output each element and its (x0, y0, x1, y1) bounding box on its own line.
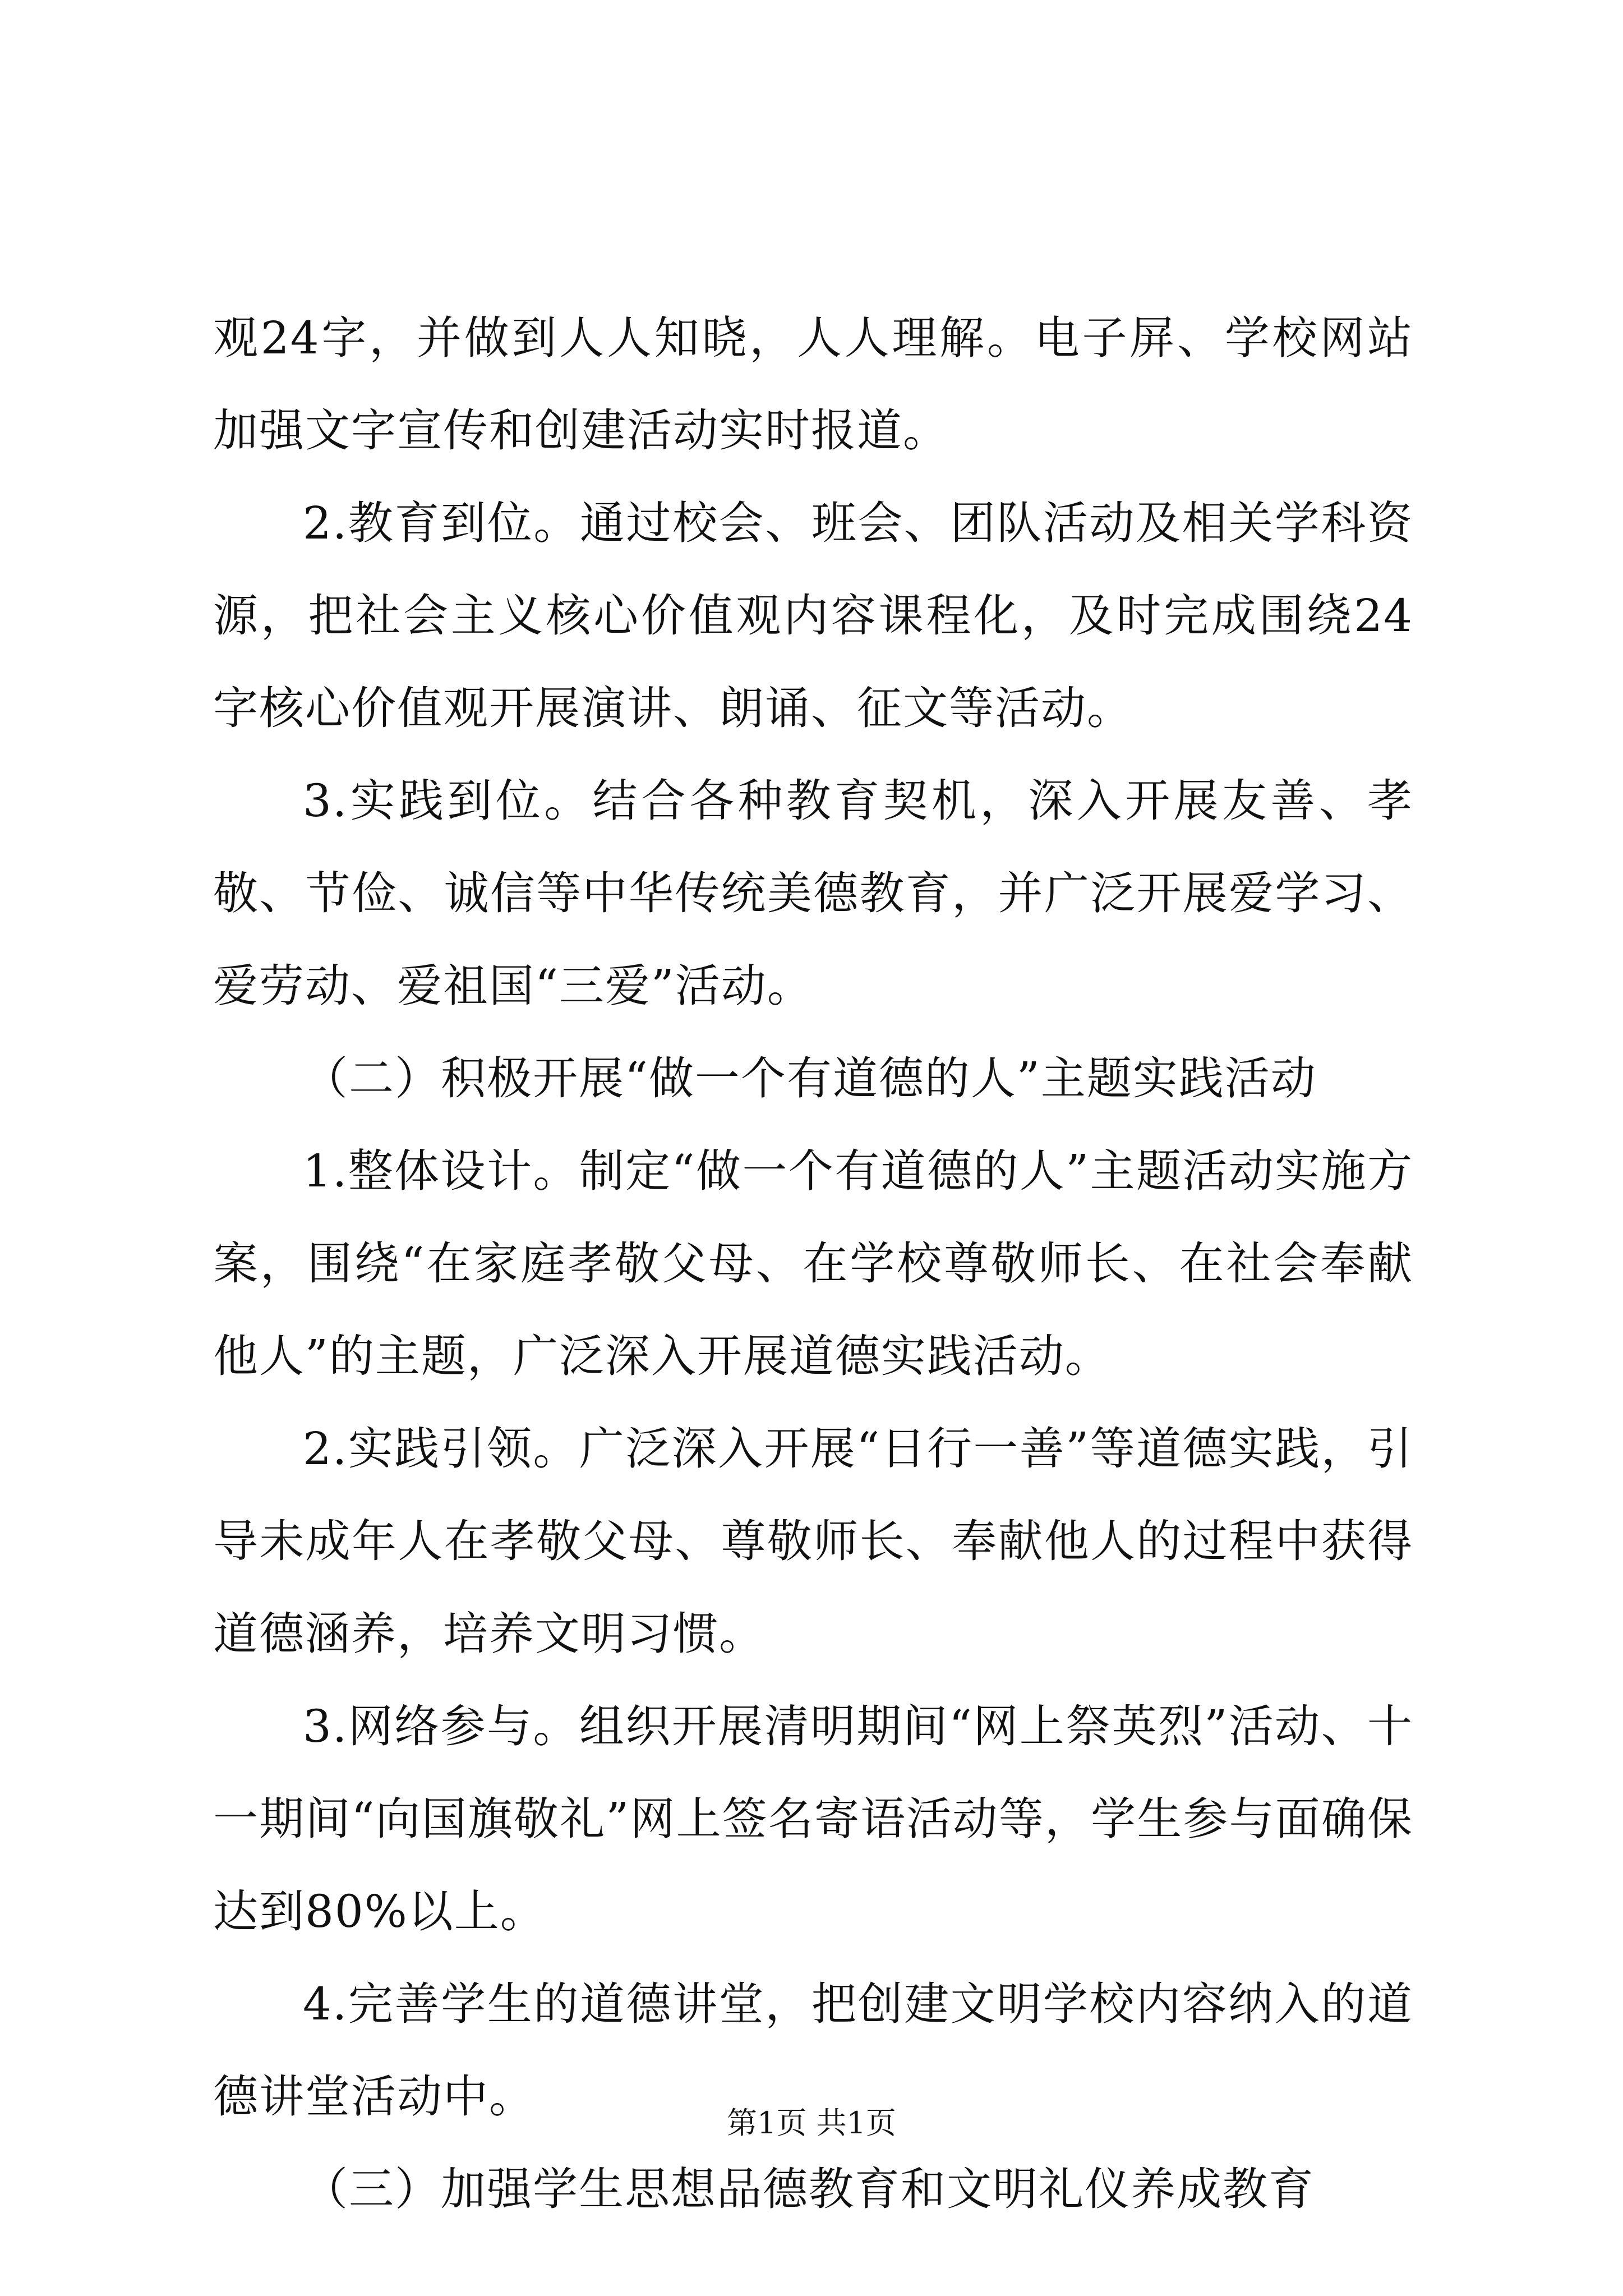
paragraph-item-guidance: 2.实践引领。广泛深入开展“日行一善”等道德实践，引导未成年人在孝敬父母、尊敬师长、奉献他人的过程中获得道德涵养，培养文明习惯。 (213, 1423, 1413, 1660)
section-heading-3: （三）加强学生思想品德教育和文明礼仪养成教育 (303, 2163, 1315, 2215)
paragraph-continuation: 观24字，并做到人人知晓，人人理解。电子屏、学校网站加强文字宣传和创建活动实时报道。 (213, 312, 1413, 457)
paragraph-item-lecture: 4.完善学生的道德讲堂，把创建文明学校内容纳入的道德讲堂活动中。 (213, 1978, 1413, 2123)
page-footer: 第1页 共1页 (727, 2105, 896, 2141)
paragraph-item-practice: 3.实践到位。结合各种教育契机，深入开展友善、孝敬、节俭、诚信等中华传统美德教育，并广泛开展爱学习、爱劳动、爱祖国“三爱”活动。 (213, 775, 1413, 1012)
document-body (213, 292, 1413, 2235)
section-heading-2: （二）积极开展“做一个有道德的人”主题实践活动 (303, 1052, 1317, 1105)
paragraph-item-education: 2.教育到位。通过校会、班会、团队活动及相关学科资源，把社会主义核心价值观内容课程化，及时完成围绕24字核心价值观开展演讲、朗诵、征文等活动。 (213, 497, 1413, 734)
paragraph-item-network: 3.网络参与。组织开展清明期间“网上祭英烈”活动、十一期间“向国旗敬礼”网上签名寄语活动等，学生参与面确保达到80%以上。 (213, 1700, 1413, 1938)
paragraph-item-design: 1.整体设计。制定“做一个有道德的人”主题活动实施方案，围绕“在家庭孝敬父母、在学校尊敬师长、在社会奉献他人”的主题，广泛深入开展道德实践活动。 (213, 1145, 1413, 1382)
